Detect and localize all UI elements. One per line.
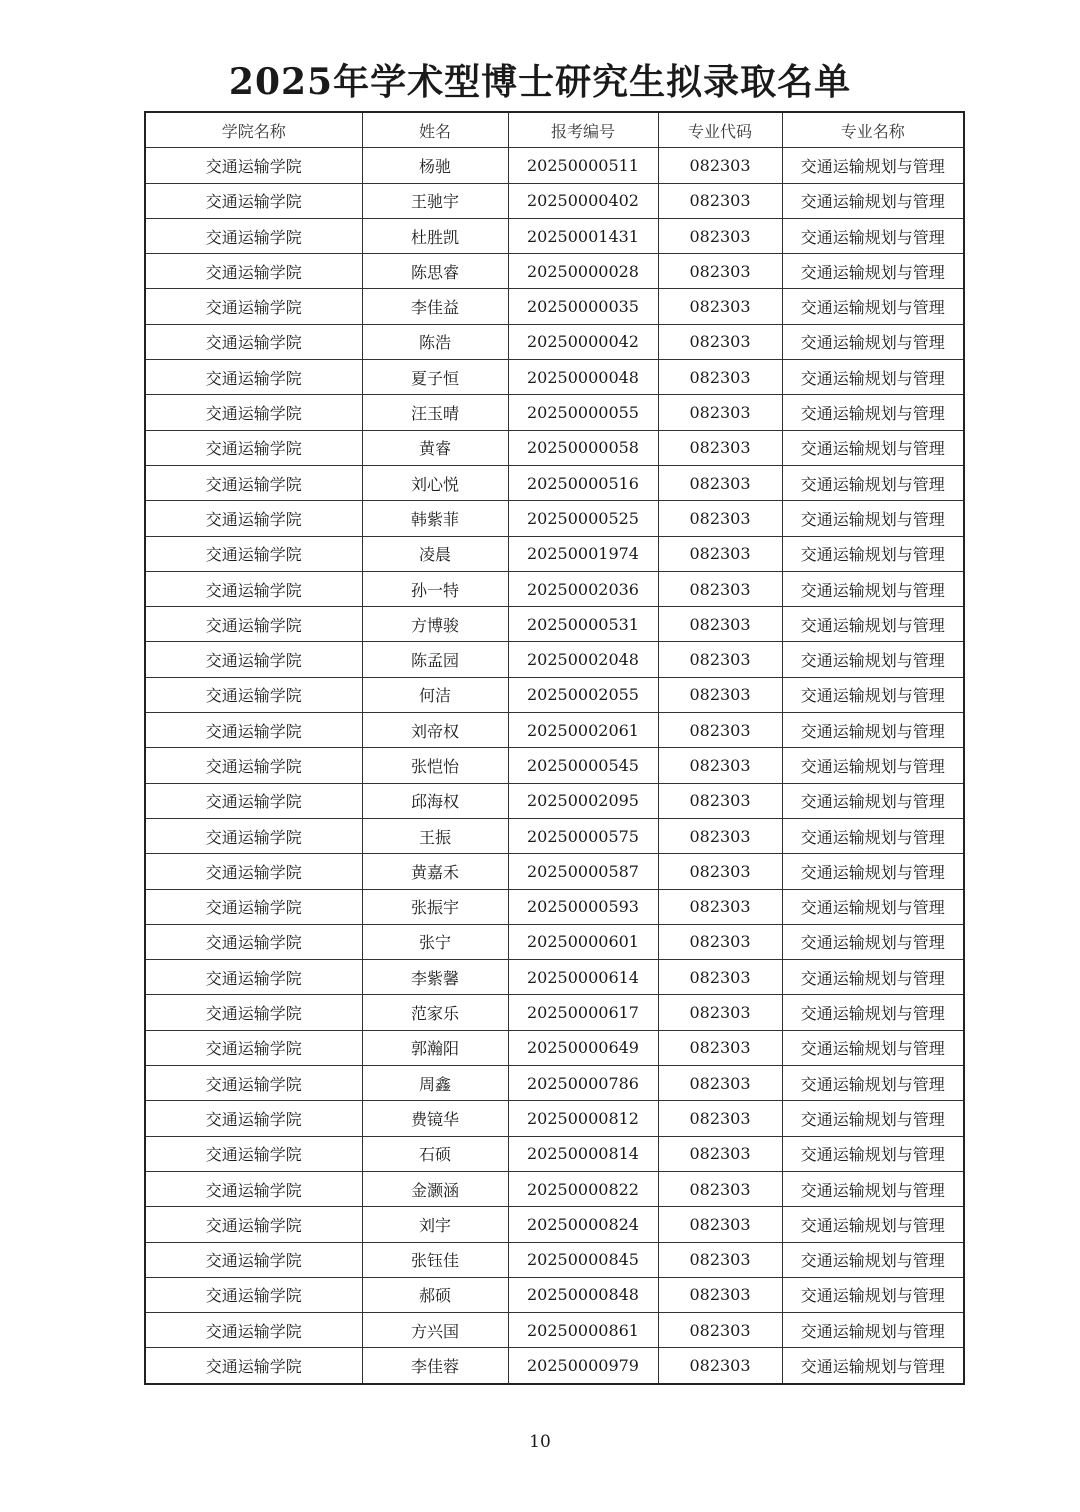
major-code-cell: 082303 bbox=[658, 324, 782, 359]
exam-id-cell: 20250000531 bbox=[508, 607, 658, 642]
major-name-cell: 交通运输规划与管理 bbox=[782, 960, 964, 995]
major-name-cell: 交通运输规划与管理 bbox=[782, 1101, 964, 1136]
table-row bbox=[145, 1030, 964, 1065]
table-row bbox=[145, 183, 964, 218]
college-cell: 交通运输学院 bbox=[145, 1171, 362, 1206]
college-cell: 交通运输学院 bbox=[145, 430, 362, 465]
name-cell: 陈浩 bbox=[362, 324, 508, 359]
table-row bbox=[145, 536, 964, 571]
exam-id-cell: 20250000848 bbox=[508, 1277, 658, 1312]
name-cell: 方博骏 bbox=[362, 607, 508, 642]
table-row bbox=[145, 395, 964, 430]
table-row bbox=[145, 324, 964, 359]
exam-id-cell: 20250000617 bbox=[508, 995, 658, 1030]
name-cell: 韩紫菲 bbox=[362, 501, 508, 536]
exam-id-cell: 20250001431 bbox=[508, 218, 658, 253]
table-row bbox=[145, 571, 964, 606]
exam-id-cell: 20250000511 bbox=[508, 148, 658, 183]
major-name-cell: 交通运输规划与管理 bbox=[782, 571, 964, 606]
admission-table bbox=[144, 111, 965, 1385]
table-row bbox=[145, 501, 964, 536]
name-cell: 杜胜凯 bbox=[362, 218, 508, 253]
exam-id-cell: 20250000042 bbox=[508, 324, 658, 359]
major-code-cell: 082303 bbox=[658, 1171, 782, 1206]
major-name-cell: 交通运输规划与管理 bbox=[782, 1207, 964, 1242]
major-name-cell: 交通运输规划与管理 bbox=[782, 1348, 964, 1384]
major-code-cell: 082303 bbox=[658, 854, 782, 889]
name-cell: 何洁 bbox=[362, 677, 508, 712]
major-code-cell: 082303 bbox=[658, 1101, 782, 1136]
college-cell: 交通运输学院 bbox=[145, 854, 362, 889]
college-cell: 交通运输学院 bbox=[145, 395, 362, 430]
major-name-cell: 交通运输规划与管理 bbox=[782, 501, 964, 536]
major-code-cell: 082303 bbox=[658, 607, 782, 642]
major-code-cell: 082303 bbox=[658, 360, 782, 395]
major-name-cell: 交通运输规划与管理 bbox=[782, 395, 964, 430]
major-code-cell: 082303 bbox=[658, 748, 782, 783]
exam-id-cell: 20250000055 bbox=[508, 395, 658, 430]
major-code-cell: 082303 bbox=[658, 677, 782, 712]
college-cell: 交通运输学院 bbox=[145, 360, 362, 395]
college-cell: 交通运输学院 bbox=[145, 1136, 362, 1171]
college-cell: 交通运输学院 bbox=[145, 1207, 362, 1242]
exam-id-cell: 20250000525 bbox=[508, 501, 658, 536]
name-cell: 陈孟园 bbox=[362, 642, 508, 677]
name-cell: 王驰宇 bbox=[362, 183, 508, 218]
major-code-cell: 082303 bbox=[658, 1277, 782, 1312]
college-cell: 交通运输学院 bbox=[145, 818, 362, 853]
major-name-cell: 交通运输规划与管理 bbox=[782, 536, 964, 571]
college-cell: 交通运输学院 bbox=[145, 501, 362, 536]
major-code-cell: 082303 bbox=[658, 1136, 782, 1171]
major-code-cell: 082303 bbox=[658, 218, 782, 253]
exam-id-cell: 20250000058 bbox=[508, 430, 658, 465]
header-name: 姓名 bbox=[362, 112, 508, 148]
table-row bbox=[145, 218, 964, 253]
name-cell: 陈思睿 bbox=[362, 254, 508, 289]
table-row bbox=[145, 1277, 964, 1312]
major-name-cell: 交通运输规划与管理 bbox=[782, 748, 964, 783]
major-name-cell: 交通运输规划与管理 bbox=[782, 1171, 964, 1206]
major-code-cell: 082303 bbox=[658, 571, 782, 606]
college-cell: 交通运输学院 bbox=[145, 783, 362, 818]
major-code-cell: 082303 bbox=[658, 501, 782, 536]
major-name-cell: 交通运输规划与管理 bbox=[782, 607, 964, 642]
table-row bbox=[145, 783, 964, 818]
college-cell: 交通运输学院 bbox=[145, 677, 362, 712]
exam-id-cell: 20250001974 bbox=[508, 536, 658, 571]
header-major-code: 专业代码 bbox=[658, 112, 782, 148]
exam-id-cell: 20250000587 bbox=[508, 854, 658, 889]
exam-id-cell: 20250002036 bbox=[508, 571, 658, 606]
name-cell: 汪玉晴 bbox=[362, 395, 508, 430]
name-cell: 孙一特 bbox=[362, 571, 508, 606]
exam-id-cell: 20250000575 bbox=[508, 818, 658, 853]
name-cell: 刘帝权 bbox=[362, 713, 508, 748]
major-name-cell: 交通运输规划与管理 bbox=[782, 1313, 964, 1348]
name-cell: 黄嘉禾 bbox=[362, 854, 508, 889]
exam-id-cell: 20250000545 bbox=[508, 748, 658, 783]
college-cell: 交通运输学院 bbox=[145, 642, 362, 677]
exam-id-cell: 20250000814 bbox=[508, 1136, 658, 1171]
name-cell: 方兴国 bbox=[362, 1313, 508, 1348]
major-code-cell: 082303 bbox=[658, 430, 782, 465]
exam-id-cell: 20250000614 bbox=[508, 960, 658, 995]
name-cell: 张振宇 bbox=[362, 889, 508, 924]
table-row bbox=[145, 1207, 964, 1242]
table-row bbox=[145, 430, 964, 465]
table-row bbox=[145, 713, 964, 748]
table-row bbox=[145, 818, 964, 853]
exam-id-cell: 20250000979 bbox=[508, 1348, 658, 1384]
table-row bbox=[145, 1101, 964, 1136]
college-cell: 交通运输学院 bbox=[145, 465, 362, 500]
table-row bbox=[145, 254, 964, 289]
name-cell: 李佳蓉 bbox=[362, 1348, 508, 1384]
major-code-cell: 082303 bbox=[658, 713, 782, 748]
exam-id-cell: 20250002048 bbox=[508, 642, 658, 677]
major-code-cell: 082303 bbox=[658, 642, 782, 677]
major-name-cell: 交通运输规划与管理 bbox=[782, 218, 964, 253]
major-name-cell: 交通运输规划与管理 bbox=[782, 818, 964, 853]
exam-id-cell: 20250000028 bbox=[508, 254, 658, 289]
table-row bbox=[145, 1348, 964, 1384]
table-body bbox=[145, 148, 964, 1384]
table-row bbox=[145, 924, 964, 959]
name-cell: 张恺怡 bbox=[362, 748, 508, 783]
major-code-cell: 082303 bbox=[658, 1242, 782, 1277]
major-name-cell: 交通运输规划与管理 bbox=[782, 889, 964, 924]
name-cell: 李紫馨 bbox=[362, 960, 508, 995]
major-code-cell: 082303 bbox=[658, 1066, 782, 1101]
table-row bbox=[145, 748, 964, 783]
exam-id-cell: 20250002055 bbox=[508, 677, 658, 712]
college-cell: 交通运输学院 bbox=[145, 148, 362, 183]
major-name-cell: 交通运输规划与管理 bbox=[782, 148, 964, 183]
major-name-cell: 交通运输规划与管理 bbox=[782, 1277, 964, 1312]
header-exam-id: 报考编号 bbox=[508, 112, 658, 148]
major-name-cell: 交通运输规划与管理 bbox=[782, 783, 964, 818]
college-cell: 交通运输学院 bbox=[145, 1277, 362, 1312]
table-row bbox=[145, 960, 964, 995]
major-name-cell: 交通运输规划与管理 bbox=[782, 430, 964, 465]
name-cell: 张钰佳 bbox=[362, 1242, 508, 1277]
table-row bbox=[145, 1171, 964, 1206]
college-cell: 交通运输学院 bbox=[145, 924, 362, 959]
exam-id-cell: 20250000516 bbox=[508, 465, 658, 500]
exam-id-cell: 20250000812 bbox=[508, 1101, 658, 1136]
college-cell: 交通运输学院 bbox=[145, 1101, 362, 1136]
major-code-cell: 082303 bbox=[658, 395, 782, 430]
major-name-cell: 交通运输规划与管理 bbox=[782, 360, 964, 395]
table-row bbox=[145, 642, 964, 677]
major-name-cell: 交通运输规划与管理 bbox=[782, 1242, 964, 1277]
college-cell: 交通运输学院 bbox=[145, 536, 362, 571]
major-code-cell: 082303 bbox=[658, 1348, 782, 1384]
major-name-cell: 交通运输规划与管理 bbox=[782, 677, 964, 712]
exam-id-cell: 20250000601 bbox=[508, 924, 658, 959]
page-number: 10 bbox=[529, 1432, 551, 1452]
table-row bbox=[145, 1136, 964, 1171]
table-row bbox=[145, 1066, 964, 1101]
name-cell: 郭瀚阳 bbox=[362, 1030, 508, 1065]
header-college: 学院名称 bbox=[145, 112, 362, 148]
name-cell: 凌晨 bbox=[362, 536, 508, 571]
major-code-cell: 082303 bbox=[658, 1207, 782, 1242]
college-cell: 交通运输学院 bbox=[145, 254, 362, 289]
major-name-cell: 交通运输规划与管理 bbox=[782, 854, 964, 889]
major-name-cell: 交通运输规划与管理 bbox=[782, 1030, 964, 1065]
major-name-cell: 交通运输规划与管理 bbox=[782, 289, 964, 324]
college-cell: 交通运输学院 bbox=[145, 748, 362, 783]
major-code-cell: 082303 bbox=[658, 818, 782, 853]
exam-id-cell: 20250002095 bbox=[508, 783, 658, 818]
college-cell: 交通运输学院 bbox=[145, 1313, 362, 1348]
college-cell: 交通运输学院 bbox=[145, 960, 362, 995]
major-name-cell: 交通运输规划与管理 bbox=[782, 642, 964, 677]
exam-id-cell: 20250002061 bbox=[508, 713, 658, 748]
table-row bbox=[145, 995, 964, 1030]
exam-id-cell: 20250000593 bbox=[508, 889, 658, 924]
major-name-cell: 交通运输规划与管理 bbox=[782, 254, 964, 289]
college-cell: 交通运输学院 bbox=[145, 1348, 362, 1384]
major-name-cell: 交通运输规划与管理 bbox=[782, 465, 964, 500]
exam-id-cell: 20250000845 bbox=[508, 1242, 658, 1277]
major-code-cell: 082303 bbox=[658, 783, 782, 818]
table-row bbox=[145, 289, 964, 324]
college-cell: 交通运输学院 bbox=[145, 324, 362, 359]
name-cell: 黄睿 bbox=[362, 430, 508, 465]
exam-id-cell: 20250000861 bbox=[508, 1313, 658, 1348]
college-cell: 交通运输学院 bbox=[145, 183, 362, 218]
page-title: 2025年学术型博士研究生拟录取名单 bbox=[228, 61, 852, 103]
major-code-cell: 082303 bbox=[658, 1030, 782, 1065]
table-row bbox=[145, 889, 964, 924]
major-name-cell: 交通运输规划与管理 bbox=[782, 324, 964, 359]
major-code-cell: 082303 bbox=[658, 1313, 782, 1348]
college-cell: 交通运输学院 bbox=[145, 1030, 362, 1065]
name-cell: 范家乐 bbox=[362, 995, 508, 1030]
name-cell: 王振 bbox=[362, 818, 508, 853]
table-row bbox=[145, 607, 964, 642]
major-code-cell: 082303 bbox=[658, 536, 782, 571]
college-cell: 交通运输学院 bbox=[145, 218, 362, 253]
major-code-cell: 082303 bbox=[658, 889, 782, 924]
table-row bbox=[145, 677, 964, 712]
major-code-cell: 082303 bbox=[658, 183, 782, 218]
exam-id-cell: 20250000402 bbox=[508, 183, 658, 218]
name-cell: 周鑫 bbox=[362, 1066, 508, 1101]
major-code-cell: 082303 bbox=[658, 960, 782, 995]
table-header-row bbox=[145, 112, 964, 148]
table-row bbox=[145, 360, 964, 395]
major-code-cell: 082303 bbox=[658, 289, 782, 324]
college-cell: 交通运输学院 bbox=[145, 607, 362, 642]
major-code-cell: 082303 bbox=[658, 924, 782, 959]
header-major-name: 专业名称 bbox=[782, 112, 964, 148]
name-cell: 郝硕 bbox=[362, 1277, 508, 1312]
major-name-cell: 交通运输规划与管理 bbox=[782, 1066, 964, 1101]
college-cell: 交通运输学院 bbox=[145, 1066, 362, 1101]
major-name-cell: 交通运输规划与管理 bbox=[782, 995, 964, 1030]
exam-id-cell: 20250000048 bbox=[508, 360, 658, 395]
name-cell: 石硕 bbox=[362, 1136, 508, 1171]
name-cell: 费镜华 bbox=[362, 1101, 508, 1136]
name-cell: 金灏涵 bbox=[362, 1171, 508, 1206]
name-cell: 刘宇 bbox=[362, 1207, 508, 1242]
college-cell: 交通运输学院 bbox=[145, 889, 362, 924]
major-code-cell: 082303 bbox=[658, 995, 782, 1030]
exam-id-cell: 20250000786 bbox=[508, 1066, 658, 1101]
exam-id-cell: 20250000649 bbox=[508, 1030, 658, 1065]
table-row bbox=[145, 148, 964, 183]
college-cell: 交通运输学院 bbox=[145, 995, 362, 1030]
major-name-cell: 交通运输规划与管理 bbox=[782, 1136, 964, 1171]
name-cell: 张宁 bbox=[362, 924, 508, 959]
college-cell: 交通运输学院 bbox=[145, 571, 362, 606]
major-code-cell: 082303 bbox=[658, 465, 782, 500]
name-cell: 夏子恒 bbox=[362, 360, 508, 395]
table-row bbox=[145, 1242, 964, 1277]
exam-id-cell: 20250000824 bbox=[508, 1207, 658, 1242]
college-cell: 交通运输学院 bbox=[145, 289, 362, 324]
name-cell: 刘心悦 bbox=[362, 465, 508, 500]
major-name-cell: 交通运输规划与管理 bbox=[782, 183, 964, 218]
name-cell: 邱海权 bbox=[362, 783, 508, 818]
table-row bbox=[145, 1313, 964, 1348]
major-code-cell: 082303 bbox=[658, 148, 782, 183]
college-cell: 交通运输学院 bbox=[145, 713, 362, 748]
exam-id-cell: 20250000035 bbox=[508, 289, 658, 324]
major-code-cell: 082303 bbox=[658, 254, 782, 289]
name-cell: 杨驰 bbox=[362, 148, 508, 183]
table-row bbox=[145, 854, 964, 889]
college-cell: 交通运输学院 bbox=[145, 1242, 362, 1277]
name-cell: 李佳益 bbox=[362, 289, 508, 324]
exam-id-cell: 20250000822 bbox=[508, 1171, 658, 1206]
major-name-cell: 交通运输规划与管理 bbox=[782, 924, 964, 959]
major-name-cell: 交通运输规划与管理 bbox=[782, 713, 964, 748]
table-row bbox=[145, 465, 964, 500]
